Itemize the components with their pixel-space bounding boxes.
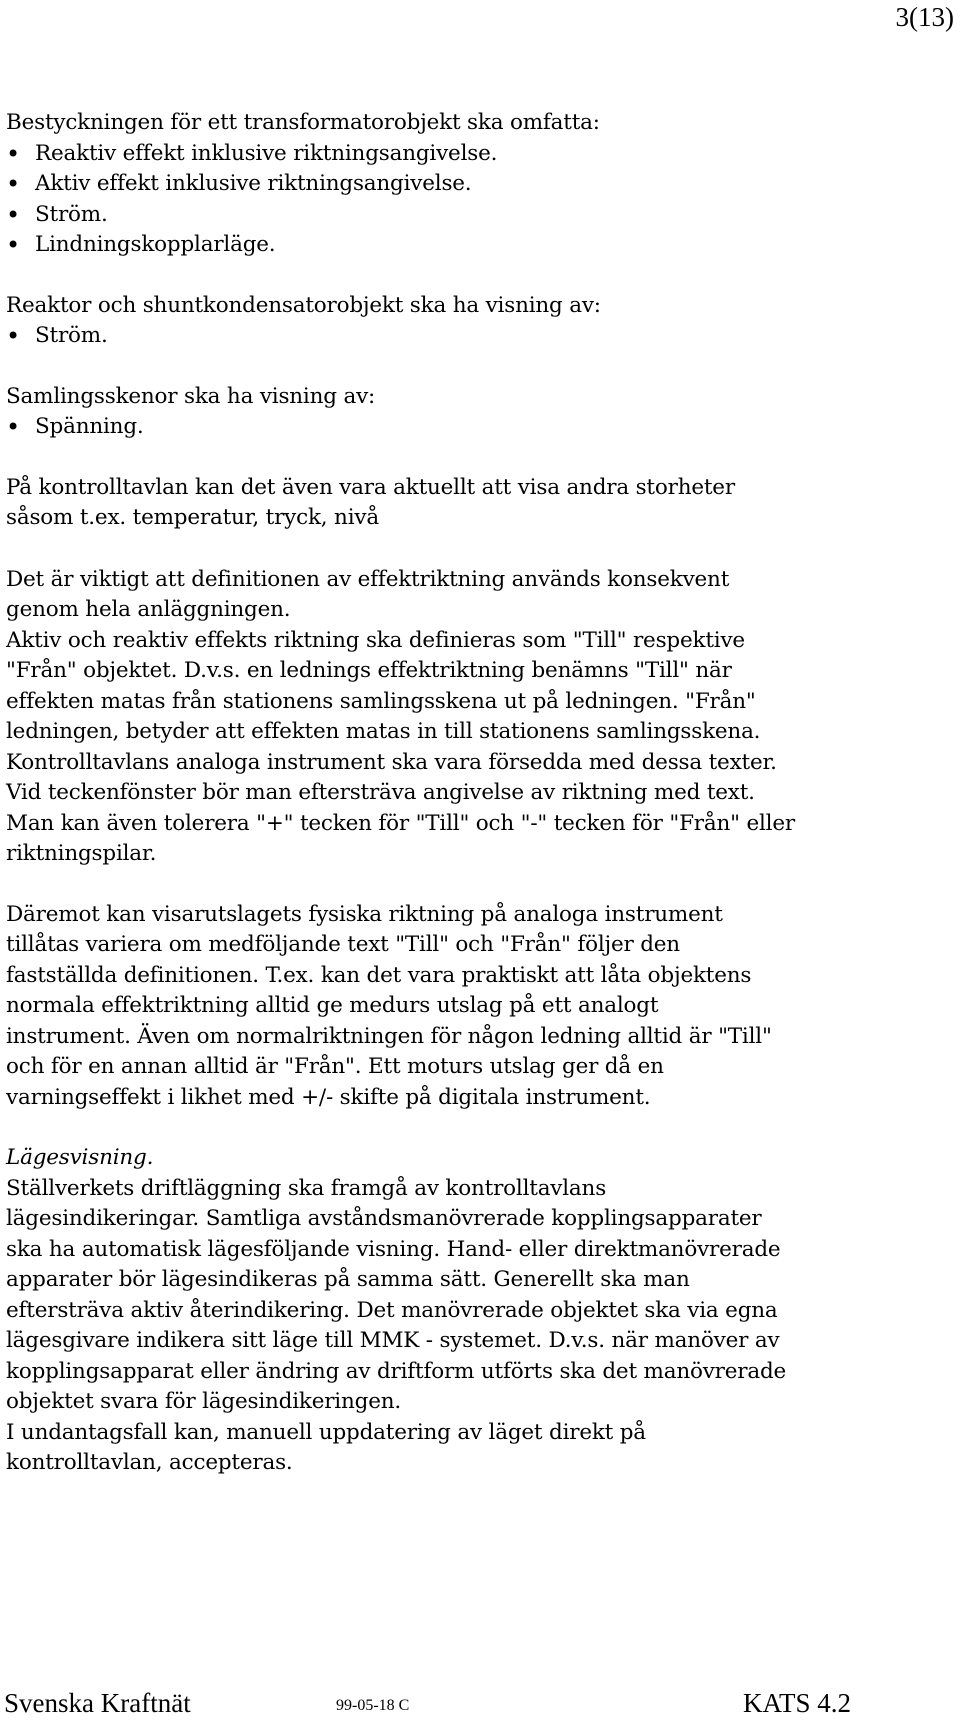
text-line: instrument. Även om normalriktningen för någon ledning alltid är "Till" (6, 1023, 772, 1049)
other-quantities-paragraph (6, 473, 954, 534)
footer-date-code: 99-05-18 C (336, 1697, 410, 1714)
page-footer (0, 1688, 960, 1725)
busbar-intro: Samlingsskenor ska ha visning av: (6, 383, 376, 409)
text-line: Det är viktigt att definitionen av effektriktning används konsekvent (6, 566, 730, 592)
list-item: • Spänning. (6, 412, 954, 443)
text-line: riktningspilar. (6, 841, 157, 866)
text-line: tillåtas variera om medföljande text "Till" och "Från" följer den (6, 932, 680, 957)
busbar-list (6, 412, 954, 443)
footer-company: Svenska Kraftnät (4, 1688, 191, 1718)
text-line: Man kan även tolerera "+" tecken för "Till" och "-" tecken för "Från" eller (6, 810, 795, 836)
list-item: • Ström. (6, 321, 954, 352)
text-line: Ställverkets driftläggning ska framgå av kontrolltavlans (6, 1175, 607, 1201)
page-number: 3(13) (895, 2, 954, 32)
text-line: Kontrolltavlans analoga instrument ska vara försedda med dessa texter. (6, 749, 777, 775)
text-line: På kontrolltavlan kan det även vara aktuellt att visa andra storheter (6, 474, 735, 500)
position-section (6, 1143, 954, 1479)
text-line: Däremot kan visarutslagets fysiska riktning på analoga instrument (6, 901, 723, 927)
document-body (6, 108, 954, 1479)
text-line: I undantagsfall kan, manuell uppdatering av läget direkt på (6, 1419, 646, 1445)
transformer-intro: Bestyckningen för ett transformatorobjekt ska omfatta: (6, 110, 600, 135)
direction-paragraph (6, 565, 954, 870)
text-line: apparater bör lägesindikeras på samma sätt. Generellt ska man (6, 1267, 690, 1292)
analog-paragraph (6, 900, 954, 1114)
text-line: "Från" objektet. D.v.s. en lednings effektriktning benämns "Till" när (6, 658, 732, 683)
text-line: lägesgivare indikera sitt läge till MMK - systemet. D.v.s. när manöver av (6, 1328, 780, 1353)
text-line: eftersträva aktiv återindikering. Det manövrerade objektet ska via egna (6, 1297, 778, 1323)
text-line: ska ha automatisk lägesföljande visning. Hand- eller direktmanövrerade (6, 1236, 781, 1262)
transformer-list (6, 139, 954, 261)
text-line: genom hela anläggningen. (6, 597, 291, 622)
text-line: kontrolltavlan, accepteras. (6, 1450, 293, 1475)
list-item: • Ström. (6, 200, 954, 231)
list-item: • Aktiv effekt inklusive riktningsangivelse. (6, 169, 954, 200)
text-line: Aktiv och reaktiv effekts riktning ska definieras som "Till" respektive (6, 627, 745, 653)
reactor-intro: Reaktor och shuntkondensatorobjekt ska ha visning av: (6, 292, 601, 318)
text-line: lägesindikeringar. Samtliga avståndsmanövrerade kopplingsapparater (6, 1206, 762, 1231)
list-item: • Lindningskopplarläge. (6, 230, 954, 261)
reactor-list (6, 321, 954, 352)
list-item: • Reaktiv effekt inklusive riktningsangivelse. (6, 139, 954, 170)
text-line: och för en annan alltid är "Från". Ett moturs utslag ger då en (6, 1054, 664, 1079)
text-line: ledningen, betyder att effekten matas in till stationens samlingsskena. (6, 719, 761, 744)
footer-doc-id: KATS 4.2 (743, 1688, 852, 1718)
section-heading: Lägesvisning. (6, 1145, 154, 1170)
text-line: såsom t.ex. temperatur, tryck, nivå (6, 505, 379, 530)
text-line: effekten matas från stationens samlingsskena ut på ledningen. "Från" (6, 688, 756, 714)
text-line: kopplingsapparat eller ändring av driftform utförts ska det manövrerade (6, 1358, 787, 1384)
text-line: varningseffekt i likhet med +/- skifte på digitala instrument. (6, 1084, 651, 1110)
text-line: fastställda definitionen. T.ex. kan det vara praktiskt att låta objektens (6, 962, 752, 988)
text-line: normala effektriktning alltid ge medurs utslag på ett analogt (6, 993, 659, 1018)
text-line: objektet svara för lägesindikeringen. (6, 1389, 402, 1414)
text-line: Vid teckenfönster bör man eftersträva angivelse av riktning med text. (6, 780, 755, 805)
